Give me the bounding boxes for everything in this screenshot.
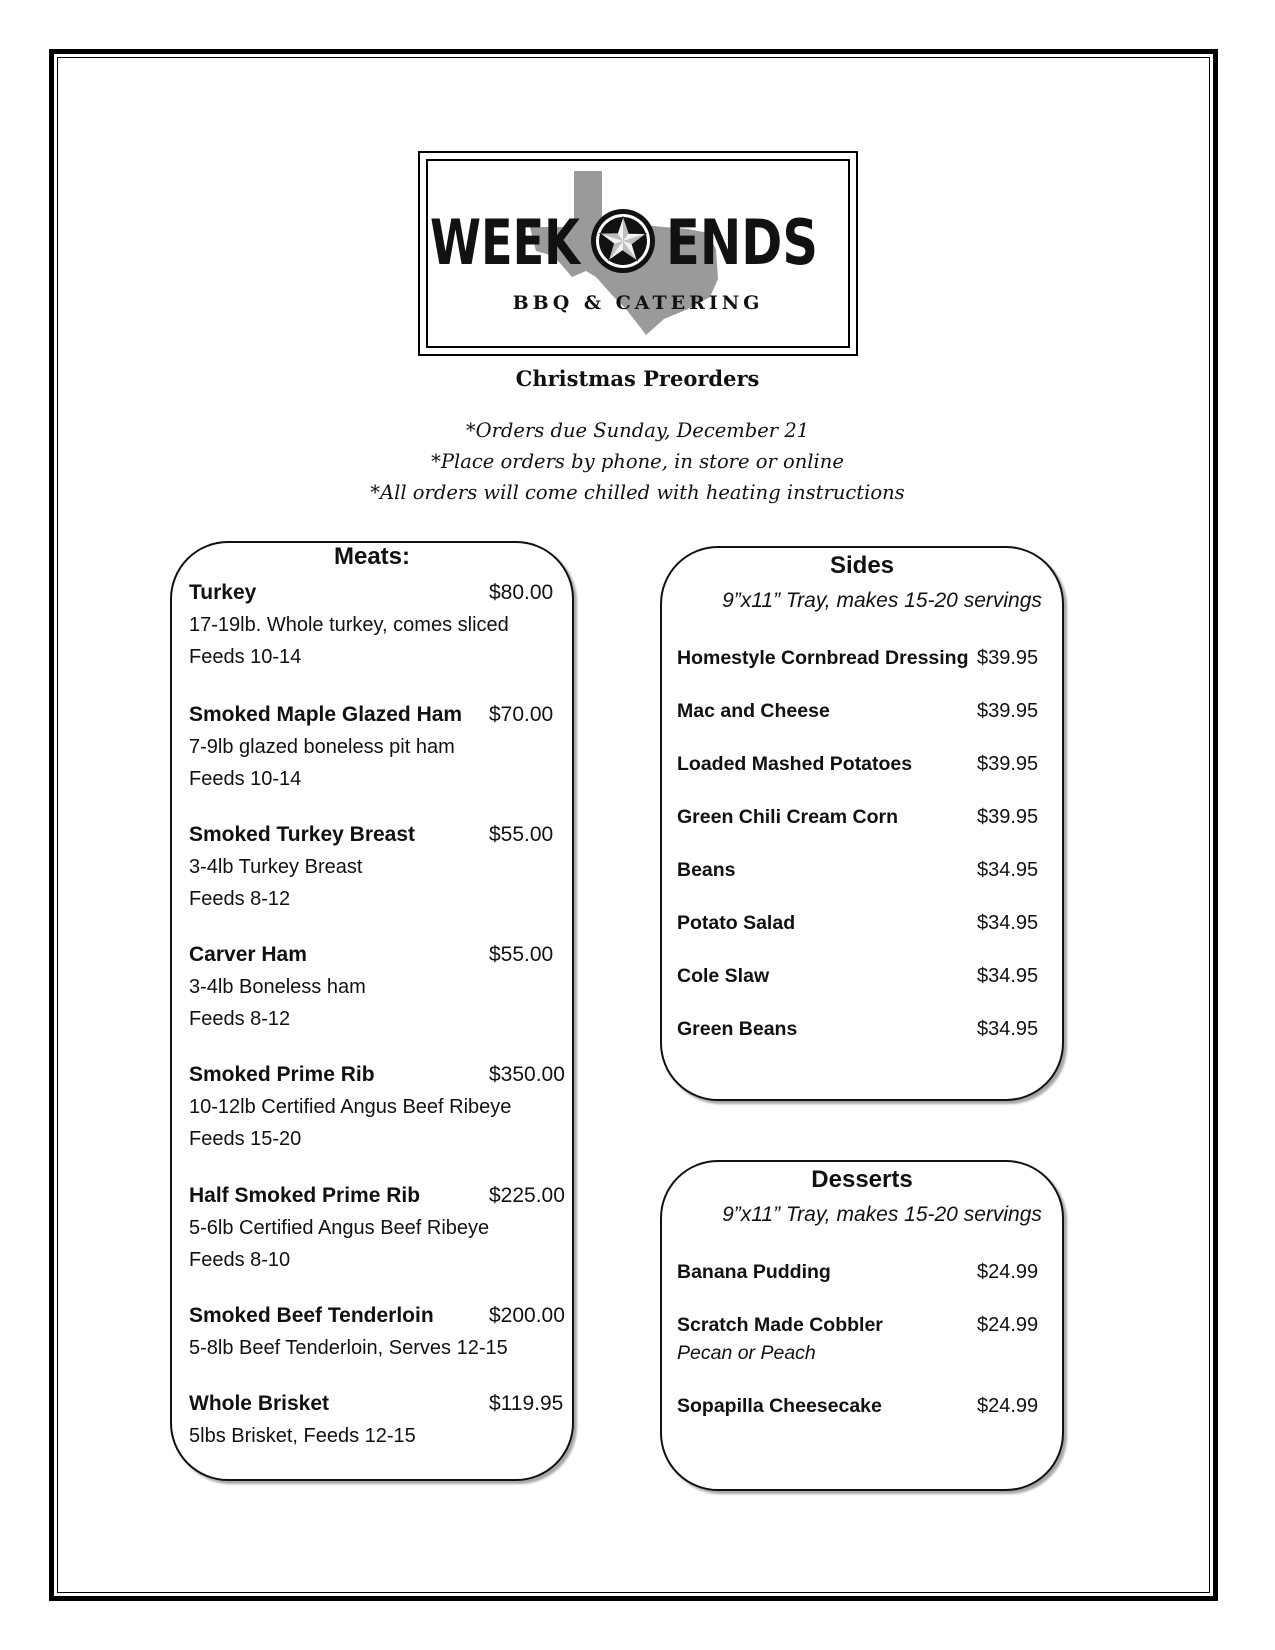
meat-price: $200.00 bbox=[489, 1304, 565, 1327]
meat-price: $350.00 bbox=[489, 1063, 565, 1086]
brand-tagline: BBQ & CATERING bbox=[512, 292, 764, 314]
meat-feeds: Feeds 10-14 bbox=[189, 768, 302, 790]
meat-name: Smoked Beef Tenderloin bbox=[189, 1304, 434, 1327]
order-note: *Orders due Sunday, December 21 bbox=[465, 419, 810, 442]
side-price: $34.95 bbox=[977, 1018, 1039, 1040]
meat-price: $70.00 bbox=[489, 703, 554, 726]
meat-description: 17-19lb. Whole turkey, comes sliced bbox=[189, 614, 509, 636]
meat-name: Smoked Turkey Breast bbox=[189, 823, 416, 846]
meat-description: 3-4lb Boneless ham bbox=[189, 976, 366, 998]
meat-description: 7-9lb glazed boneless pit ham bbox=[189, 736, 455, 758]
meat-feeds: Feeds 15-20 bbox=[189, 1128, 302, 1150]
side-item bbox=[677, 647, 1057, 677]
meat-name: Smoked Prime Rib bbox=[189, 1063, 375, 1086]
meat-price: $225.00 bbox=[489, 1184, 565, 1207]
meat-description: 10-12lb Certified Angus Beef Ribeye bbox=[189, 1096, 512, 1118]
meat-feeds: Feeds 8-12 bbox=[189, 1008, 291, 1030]
order-note: *All orders will come chilled with heating instructions bbox=[370, 481, 905, 504]
side-name: Beans bbox=[677, 859, 736, 881]
desserts-panel bbox=[660, 1160, 1064, 1491]
meats-title: Meats: bbox=[333, 543, 411, 570]
logo bbox=[426, 159, 850, 348]
meat-feeds: Feeds 8-10 bbox=[189, 1249, 291, 1271]
meat-description: 5-6lb Certified Angus Beef Ribeye bbox=[189, 1217, 490, 1239]
dessert-item bbox=[677, 1395, 1057, 1425]
dessert-item bbox=[677, 1314, 1057, 1372]
side-price: $34.95 bbox=[977, 859, 1039, 881]
order-notes bbox=[0, 415, 1275, 508]
meat-name: Half Smoked Prime Rib bbox=[189, 1184, 421, 1207]
side-item bbox=[677, 753, 1057, 783]
dessert-price: $24.99 bbox=[977, 1261, 1039, 1283]
side-item bbox=[677, 806, 1057, 836]
side-name: Mac and Cheese bbox=[677, 700, 830, 722]
meat-description: 5lbs Brisket, Feeds 12-15 bbox=[189, 1425, 416, 1447]
side-item bbox=[677, 1018, 1057, 1048]
dessert-note: Pecan or Peach bbox=[677, 1342, 816, 1364]
brand-left-text: WEEK bbox=[430, 206, 582, 279]
meat-name: Smoked Maple Glazed Ham bbox=[189, 703, 463, 726]
brand-right-text: ENDS bbox=[666, 206, 818, 279]
star-emblem-icon bbox=[591, 209, 655, 273]
side-name: Homestyle Cornbread Dressing bbox=[677, 647, 969, 669]
meat-name: Turkey bbox=[189, 581, 257, 604]
meat-feeds: Feeds 10-14 bbox=[189, 646, 302, 668]
side-name: Potato Salad bbox=[677, 912, 796, 934]
side-price: $39.95 bbox=[977, 806, 1039, 828]
side-price: $34.95 bbox=[977, 965, 1039, 987]
desserts-title: Desserts bbox=[811, 1166, 913, 1193]
meat-name: Whole Brisket bbox=[189, 1392, 330, 1415]
dessert-name: Sopapilla Cheesecake bbox=[677, 1395, 882, 1417]
side-price: $39.95 bbox=[977, 753, 1039, 775]
sides-title: Sides bbox=[829, 552, 895, 579]
sides-panel bbox=[660, 546, 1064, 1101]
dessert-item bbox=[677, 1261, 1057, 1291]
side-name: Green Beans bbox=[677, 1018, 798, 1040]
side-name: Loaded Mashed Potatoes bbox=[677, 753, 913, 775]
dessert-name: Scratch Made Cobbler bbox=[677, 1314, 883, 1336]
meat-price: $55.00 bbox=[489, 943, 554, 966]
meat-price: $80.00 bbox=[489, 581, 554, 604]
side-name: Cole Slaw bbox=[677, 965, 770, 987]
side-name: Green Chili Cream Corn bbox=[677, 806, 899, 828]
side-item bbox=[677, 700, 1057, 730]
dessert-name: Banana Pudding bbox=[677, 1261, 831, 1283]
page-title: Christmas Preorders bbox=[515, 366, 760, 391]
meat-description: 5-8lb Beef Tenderloin, Serves 12-15 bbox=[189, 1337, 508, 1359]
dessert-price: $24.99 bbox=[977, 1395, 1039, 1417]
dessert-price: $24.99 bbox=[977, 1314, 1039, 1336]
order-note: *Place orders by phone, in store or online bbox=[431, 450, 844, 473]
meat-feeds: Feeds 8-12 bbox=[189, 888, 291, 910]
meat-description: 3-4lb Turkey Breast bbox=[189, 856, 363, 878]
desserts-subtitle: 9”x11” Tray, makes 15-20 servings bbox=[722, 1203, 1042, 1226]
meat-price: $119.95 bbox=[489, 1392, 564, 1415]
meat-name: Carver Ham bbox=[189, 943, 307, 966]
meat-price: $55.00 bbox=[489, 823, 554, 846]
side-price: $34.95 bbox=[977, 912, 1039, 934]
sides-subtitle: 9”x11” Tray, makes 15-20 servings bbox=[722, 589, 1042, 612]
side-item bbox=[677, 859, 1057, 889]
side-price: $39.95 bbox=[977, 700, 1039, 722]
side-item bbox=[677, 965, 1057, 995]
meats-panel bbox=[170, 541, 574, 1481]
side-price: $39.95 bbox=[977, 647, 1039, 669]
side-item bbox=[677, 912, 1057, 942]
